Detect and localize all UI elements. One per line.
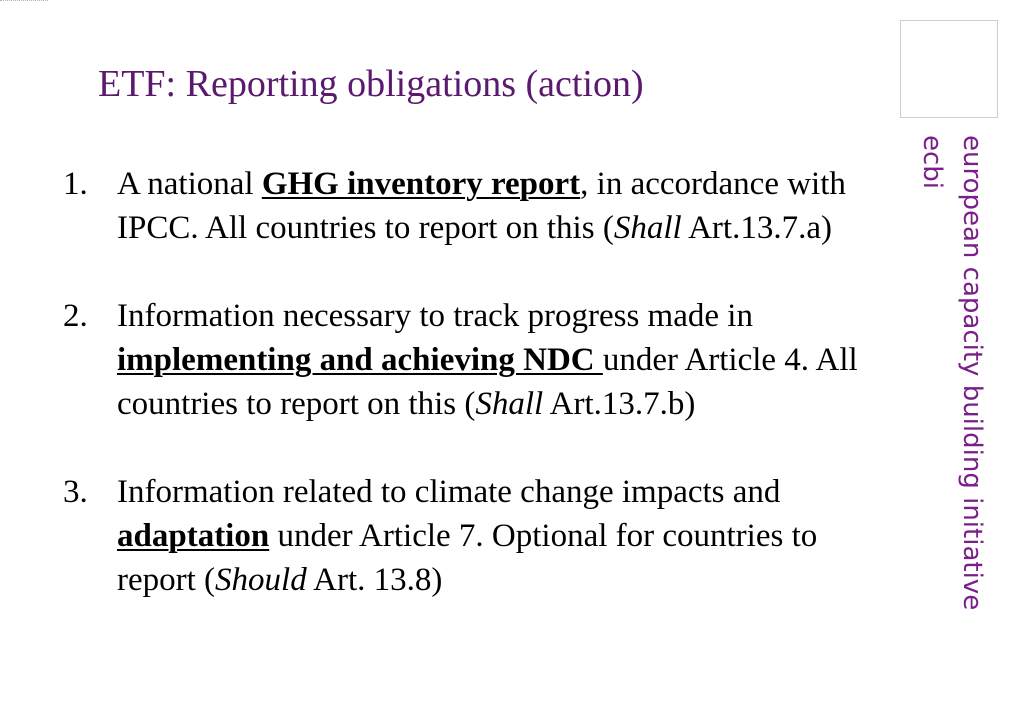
key-term: implementing and achieving NDC bbox=[117, 342, 603, 378]
obligation-item bbox=[60, 470, 900, 602]
item-text: Information necessary to track progress made in bbox=[117, 298, 753, 334]
item-text: , in accordance with IPCC. All countries to report on this ( bbox=[117, 166, 846, 246]
item-number: 1. bbox=[63, 166, 88, 202]
item-text: Information related to climate change impacts and bbox=[117, 474, 781, 510]
key-term: GHG inventory report bbox=[261, 166, 581, 202]
key-term: adaptation bbox=[117, 518, 270, 554]
obligation-item bbox=[60, 294, 900, 426]
item-number: 2. bbox=[63, 298, 88, 334]
modal-verb: Shall bbox=[613, 210, 682, 246]
modal-verb: Shall bbox=[475, 386, 544, 422]
obligations-list bbox=[60, 162, 900, 602]
org-name: european capacity building initiative bbox=[957, 135, 987, 611]
corner-artifact bbox=[0, 0, 48, 4]
logo-placeholder bbox=[900, 20, 998, 118]
article-reference: Art.13.7.a) bbox=[681, 210, 832, 246]
org-branding bbox=[912, 135, 992, 610]
article-reference: Art.13.7.b) bbox=[543, 386, 696, 422]
org-acronym: ecbi bbox=[917, 135, 947, 190]
item-text: under Article 4. All countries to report on this ( bbox=[117, 342, 858, 422]
modal-verb: Should bbox=[215, 562, 307, 598]
item-text: A national bbox=[117, 166, 262, 202]
item-text: under Article 7. Optional for countries to report ( bbox=[117, 518, 818, 598]
slide-title: ETF: Reporting obligations (action) bbox=[98, 63, 644, 105]
item-number: 3. bbox=[63, 474, 88, 510]
obligation-item bbox=[60, 162, 900, 250]
article-reference: Art. 13.8) bbox=[306, 562, 443, 598]
